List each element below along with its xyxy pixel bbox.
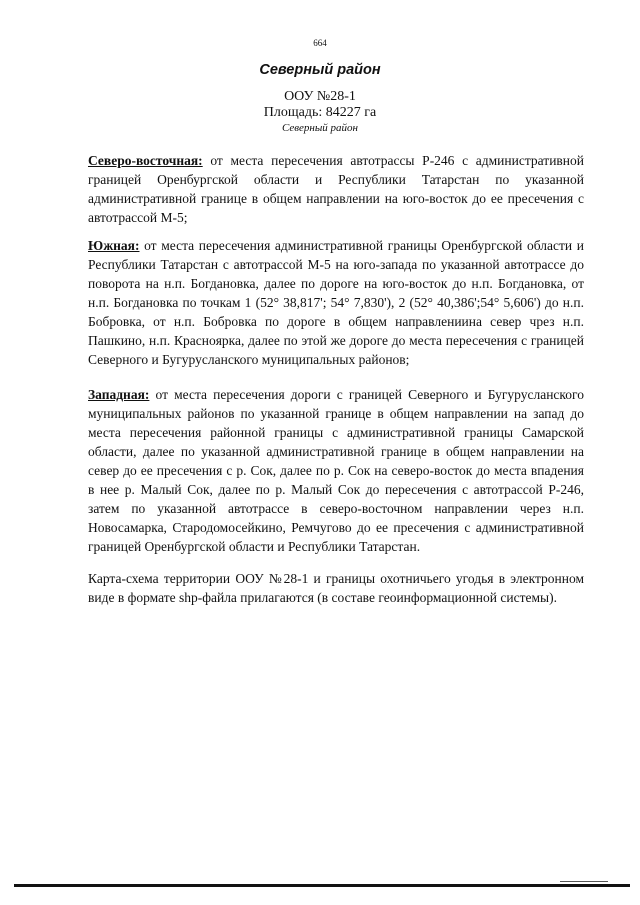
boundary-west [88,385,584,556]
boundary-label-south: Южная: [88,238,140,253]
hunting-ground-code: ООУ №28-1 [284,89,356,104]
boundary-label-northeast: Северо-восточная: [88,153,203,168]
district-subtitle: Северный район [281,122,359,134]
boundary-northeast [88,151,584,227]
page-number: 664 [313,38,327,48]
area-value: Площадь: 84227 га [263,105,377,120]
map-note: Карта-схема территории ООУ №28-1 и границы охотничьего угодья в электронном виде в формате shp-файла прилагаются (в составе геоинформационной системы). [88,571,584,605]
district-title: Северный район [259,62,381,78]
boundary-text-west: от места пересечения дороги с границей Северного и Бугурусланского муниципальных районов по указанной границе в общем направлении на запад до места пересечения районной границы с административной границы Самарской области, далее по указанной административной границе в общем направлении на север до ее пресечения с р. Сок, далее по р. Сок на северо-восток до места впадения в нее р. Малый Сок, далее по р. Малый Сок до пересечения с автотрассой Р-246, затем по указанной автотрассе в северо-восточном направлении через н.п. Новосамарка, Стародомосейкино, Ремчугово до ее пресечения с административной границей Оренбургской области и Республики Татарстан. [88,387,584,554]
boundary-text-northeast: от места пересечения автотрассы Р-246 с административной границей Оренбургской области и Республики Татарстан по указанной административной границе в общем направлении на юго-восток до ее пресечения с автотрассой М-5; [88,153,584,225]
boundary-label-west: Западная: [88,387,150,402]
boundary-south [88,236,584,369]
boundary-text-south: от места пересечения административной границы Оренбургской области и Республики Татарстан с автотрассой М-5 на юго-запада по указанной автотрассе до поворота на н.п. Богдановка, далее по дороге на юго-восток до н.п. Богдановка, от н.п. Богдановка по точкам 1 (52° 38,817'; 54° 7,830'), 2 (52° 40,386';54° 5,606') до н.п. Бобровка, от н.п. Бобровка по дороге в общем направлениина север чрез н.п. Пашкино, н.п. Краснoярка, далее по этой же дороге до места пересечения с границей Северного и Бугурусланского муниципальных районов; [88,238,584,367]
footer-short-rule [560,881,608,882]
footer-rule [14,884,630,887]
